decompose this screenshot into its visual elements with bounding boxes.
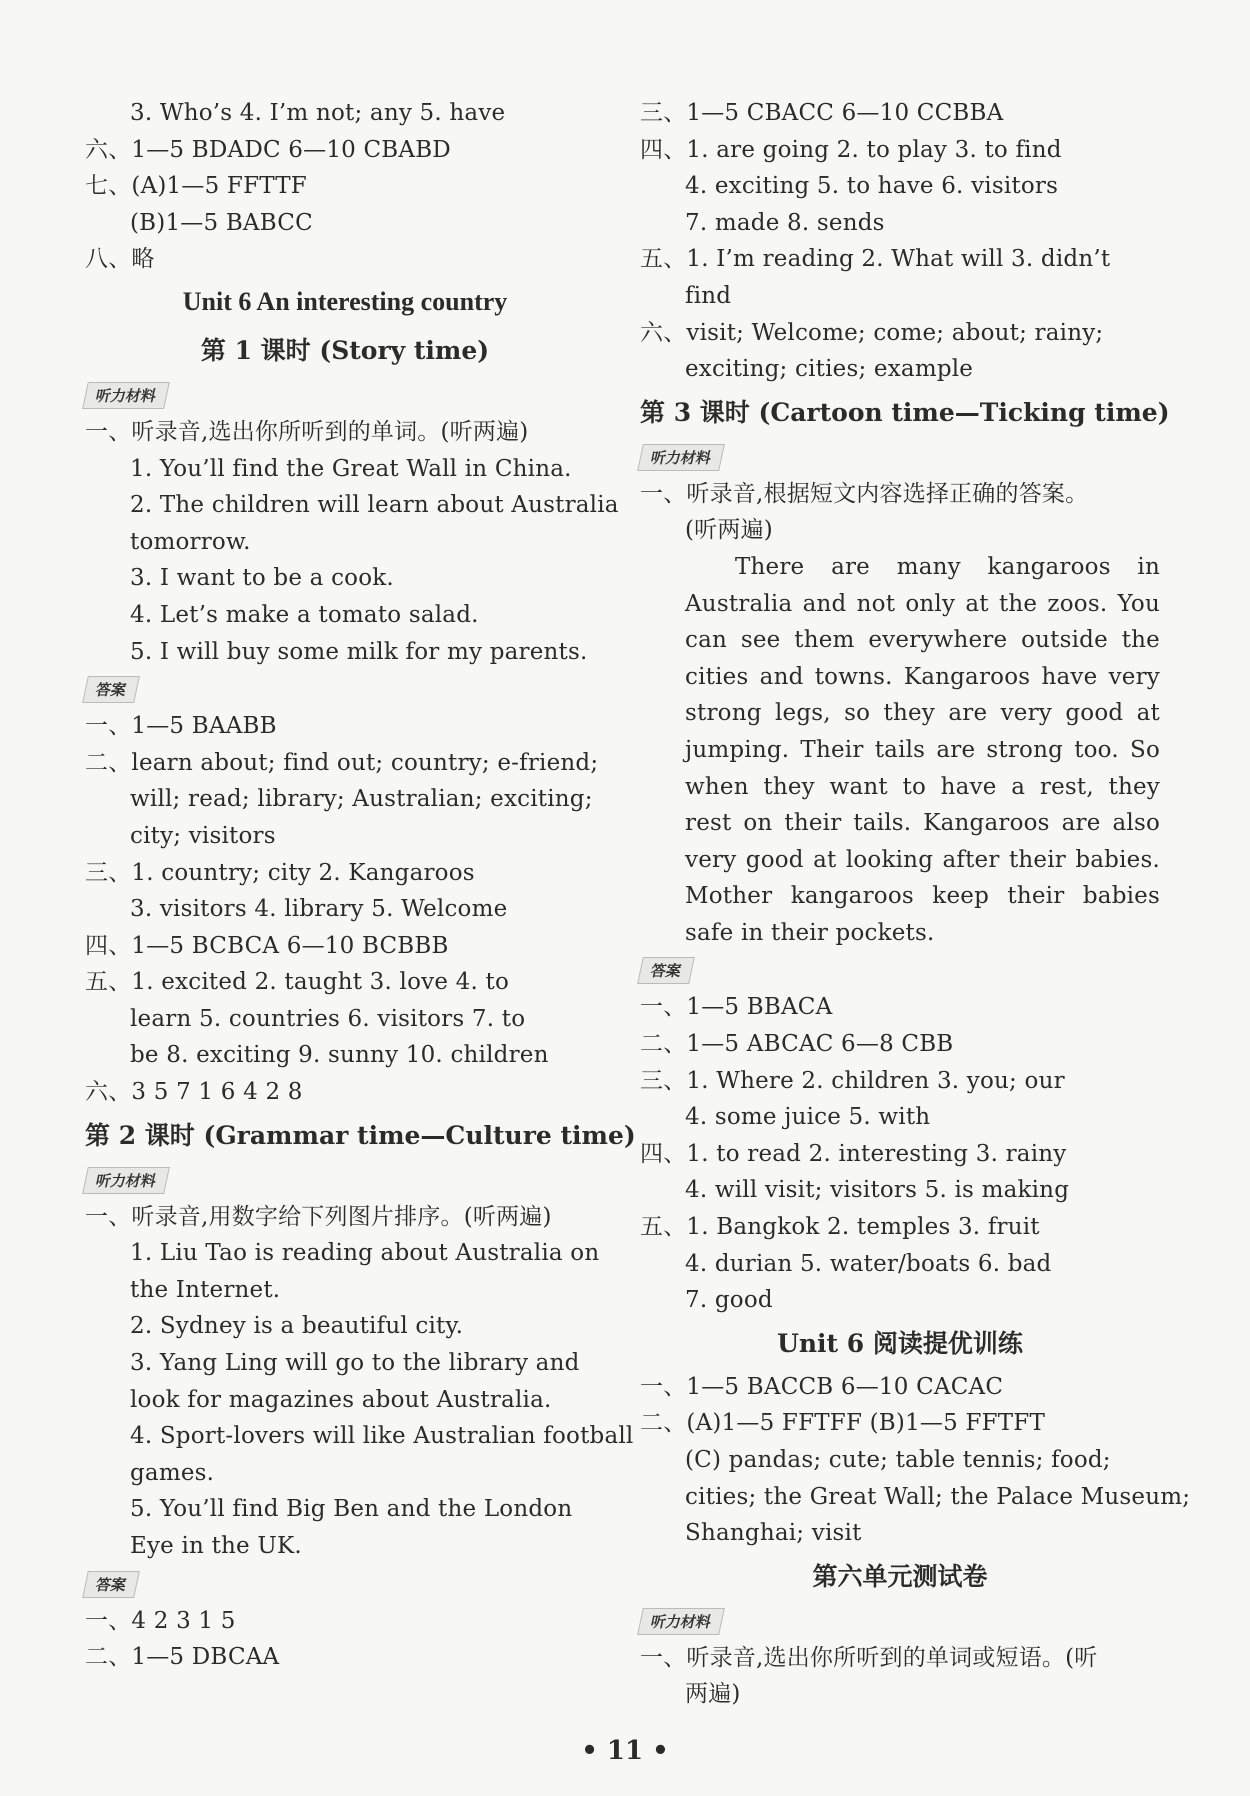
answer-line: 3. visitors 4. library 5. Welcome [130, 896, 508, 923]
answer-line: 三、1. country; city 2. Kangaroos [85, 859, 475, 886]
answer-line: 四、1. to read 2. interesting 3. rainy [640, 1140, 1067, 1167]
answer-line: be 8. exciting 9. sunny 10. children [130, 1042, 549, 1069]
answer-line: find [685, 282, 732, 309]
unit-title: Unit 6 An interesting country [182, 286, 508, 316]
answer-line: exciting; cities; example [685, 356, 974, 383]
answer-line: 七、(A)1—5 FFTTF [85, 173, 307, 200]
answer-line: 三、1. Where 2. children 3. you; our [640, 1067, 1065, 1094]
answer-line: will; read; library; Australian; exciting; [130, 786, 593, 813]
script-line: 1. You’ll find the Great Wall in China. [130, 455, 572, 482]
script-line: 2. Sydney is a beautiful city. [130, 1313, 464, 1340]
script-line: 4. Let’s make a tomato salad. [130, 601, 479, 628]
script-line: 3. I want to be a cook. [130, 565, 394, 592]
listening-material-tag: 听力材料 [637, 1608, 725, 1635]
script-line: 3. Yang Ling will go to the library and [130, 1350, 580, 1377]
script-line: 4. Sport-lovers will like Australian football [130, 1423, 634, 1450]
question-line: 一、听录音,选出你所听到的单词或短语。(听 [640, 1644, 1098, 1671]
answer-line: 一、1—5 BAABB [85, 713, 277, 740]
answer-line: cities; the Great Wall; the Palace Museum; [685, 1483, 1191, 1510]
listening-material-tag: 听力材料 [637, 444, 725, 471]
answer-line: 一、4 2 3 1 5 [85, 1607, 236, 1634]
lesson-title: 第 2 课时 (Grammar time—Culture time) [85, 1120, 636, 1150]
listening-material-tag: 听力材料 [82, 382, 170, 409]
answer-line: 二、1—5 DBCAA [85, 1644, 280, 1671]
answer-line: 四、1. are going 2. to play 3. to find [640, 136, 1062, 163]
question-line: 一、听录音,用数字给下列图片排序。(听两遍) [85, 1203, 552, 1230]
answer-line: 三、1—5 CBACC 6—10 CCBBA [640, 100, 1004, 126]
left-column [85, 95, 636, 1676]
script-line: tomorrow. [130, 528, 251, 555]
right-column [640, 95, 1191, 1713]
script-line: 5. You’ll find Big Ben and the London [130, 1496, 573, 1523]
answer-line: 7. good [685, 1287, 773, 1314]
section-title: Unit 6 阅读提优训练 [777, 1328, 1023, 1358]
answer-tag: 答案 [637, 957, 695, 984]
answer-line: (C) pandas; cute; table tennis; food; [685, 1447, 1111, 1473]
answer-line: 4. some juice 5. with [685, 1104, 931, 1131]
answer-tag: 答案 [82, 1571, 140, 1598]
answer-line: 3. Who’s 4. I’m not; any 5. have [130, 100, 506, 126]
answer-line: 四、1—5 BCBCA 6—10 BCBBB [85, 932, 449, 959]
answer-line: (B)1—5 BABCC [130, 209, 313, 236]
script-line: 5. I will buy some milk for my parents. [130, 638, 588, 665]
answer-line: 二、(A)1—5 FFTFF (B)1—5 FFTFT [640, 1410, 1046, 1437]
script-line: Eye in the UK. [130, 1533, 302, 1559]
answer-line: 4. exciting 5. to have 6. visitors [685, 173, 1059, 200]
script-line: 1. Liu Tao is reading about Australia on [130, 1240, 600, 1267]
answer-line: 一、1—5 BBACA [640, 994, 833, 1021]
question-line: 一、听录音,根据短文内容选择正确的答案。 [640, 480, 1089, 507]
script-line: games. [130, 1459, 215, 1486]
question-line: 两遍) [685, 1681, 741, 1708]
script-line: look for magazines about Australia. [130, 1386, 552, 1413]
answer-line: learn 5. countries 6. visitors 7. to [130, 1005, 526, 1032]
answer-line: 六、visit; Welcome; come; about; rainy; [640, 319, 1104, 346]
answer-line: 二、1—5 ABCAC 6—8 CBB [640, 1031, 954, 1058]
script-line: the Internet. [130, 1276, 281, 1303]
answer-line: 五、1. I’m reading 2. What will 3. didn’t [640, 246, 1111, 273]
answer-line: 一、1—5 BACCB 6—10 CACAC [640, 1373, 1004, 1400]
passage-text: There are many kangaroos in Australia and not only at the zoos. You can see them everywhere outside the cities and towns. Kangaroos have very strong legs, so they are very good at jumping. Their tails are strong too. So when they want to have a rest, they rest on their tails. Kangaroos are also very good at looking after their babies. Mother kangaroos keep their babies safe in their pockets. [685, 553, 1160, 946]
answer-line: 4. durian 5. water/boats 6. bad [685, 1250, 1052, 1277]
answer-line: 二、learn about; find out; country; e-friend; [85, 749, 599, 776]
lesson-title: 第 1 课时 (Story time) [200, 335, 490, 365]
answer-line: 六、1—5 BDADC 6—10 CBABD [85, 136, 451, 163]
answer-line: 4. will visit; visitors 5. is making [685, 1177, 1070, 1204]
answer-line: Shanghai; visit [685, 1520, 862, 1547]
lesson-title: 第 3 课时 (Cartoon time—Ticking time) [640, 397, 1170, 427]
answer-line: 六、3 5 7 1 6 4 2 8 [85, 1079, 303, 1106]
answer-line: 五、1. excited 2. taught 3. love 4. to [85, 969, 509, 996]
answer-line: 五、1. Bangkok 2. temples 3. fruit [640, 1214, 1040, 1241]
answer-line: city; visitors [130, 822, 276, 849]
section-title: 第六单元测试卷 [812, 1561, 988, 1591]
answer-line: 八、略 [85, 246, 155, 273]
listening-material-tag: 听力材料 [82, 1167, 170, 1194]
script-line: 2. The children will learn about Australia [130, 492, 619, 519]
question-line: (听两遍) [685, 517, 773, 544]
answer-line: 7. made 8. sends [685, 209, 885, 236]
page-number: • 11 • [581, 1736, 669, 1766]
answer-tag: 答案 [82, 676, 140, 703]
question-line: 一、听录音,选出你所听到的单词。(听两遍) [85, 418, 529, 445]
